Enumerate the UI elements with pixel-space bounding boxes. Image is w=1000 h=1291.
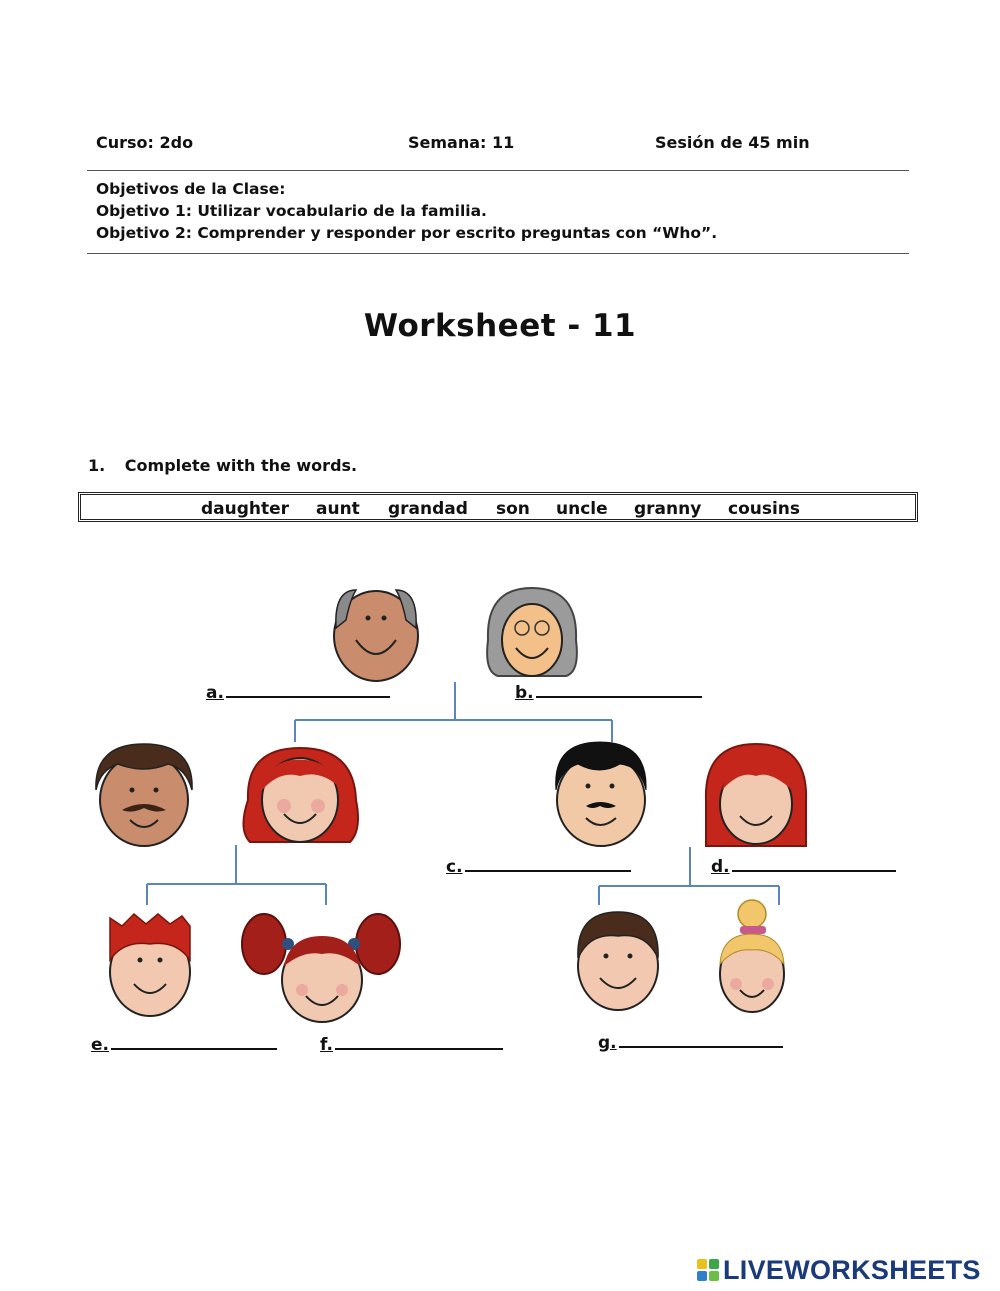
logo-square-3 [697, 1271, 707, 1281]
week-label: Semana: 11 [408, 133, 515, 152]
worksheet-title: Worksheet - 11 [363, 308, 637, 344]
blank-d[interactable] [711, 857, 896, 877]
blank-a-label: a. [206, 683, 224, 703]
granny-face [487, 588, 577, 676]
objective-1: Objetivo 1: Utilizar vocabulario de la familia. [96, 202, 487, 220]
uncle-face [96, 744, 192, 846]
logo-square-4 [709, 1271, 719, 1281]
logo-squares-icon [697, 1259, 719, 1281]
question-text: Complete with the words. [124, 456, 358, 475]
grandad-face [334, 590, 418, 681]
blank-e[interactable] [91, 1035, 277, 1055]
blank-g-label: g. [598, 1033, 617, 1053]
blank-d-label: d. [711, 857, 730, 877]
logo-square-2 [709, 1259, 719, 1269]
cousin-boy-face [578, 912, 658, 1010]
objectives-heading: Objetivos de la Clase: [96, 180, 286, 198]
blank-e-label: e. [91, 1035, 109, 1055]
course-label: Curso: 2do [96, 133, 194, 152]
session-label: Sesión de 45 min [655, 133, 810, 152]
word-grandad: grandad [388, 499, 468, 519]
aunt-face [243, 748, 358, 842]
son-face [110, 914, 190, 1016]
objective-2: Objetivo 2: Comprender y responder por escrito preguntas con “Who”. [96, 224, 718, 242]
mother-face [706, 744, 806, 846]
word-aunt: aunt [316, 499, 360, 519]
blank-f[interactable] [320, 1035, 503, 1055]
word-cousins: cousins [728, 499, 801, 519]
blank-c-label: c. [446, 857, 463, 877]
blank-b[interactable] [515, 683, 702, 703]
word-son: son [496, 499, 530, 519]
word-daughter: daughter [201, 499, 290, 519]
question-number: 1. [88, 456, 106, 475]
blank-c[interactable] [446, 857, 631, 877]
blank-b-label: b. [515, 683, 534, 703]
cousin-girl-face [720, 900, 784, 1012]
blank-g[interactable] [598, 1033, 783, 1053]
word-granny: granny [634, 499, 702, 519]
daughter-face [242, 914, 400, 1022]
father-face [556, 742, 646, 846]
logo-text: LIVEWORKSHEETS [723, 1254, 981, 1285]
blank-a[interactable] [206, 683, 390, 703]
blank-f-label: f. [320, 1035, 333, 1055]
word-uncle: uncle [556, 499, 608, 519]
logo-square-1 [697, 1259, 707, 1269]
liveworksheets-logo [697, 1253, 981, 1287]
